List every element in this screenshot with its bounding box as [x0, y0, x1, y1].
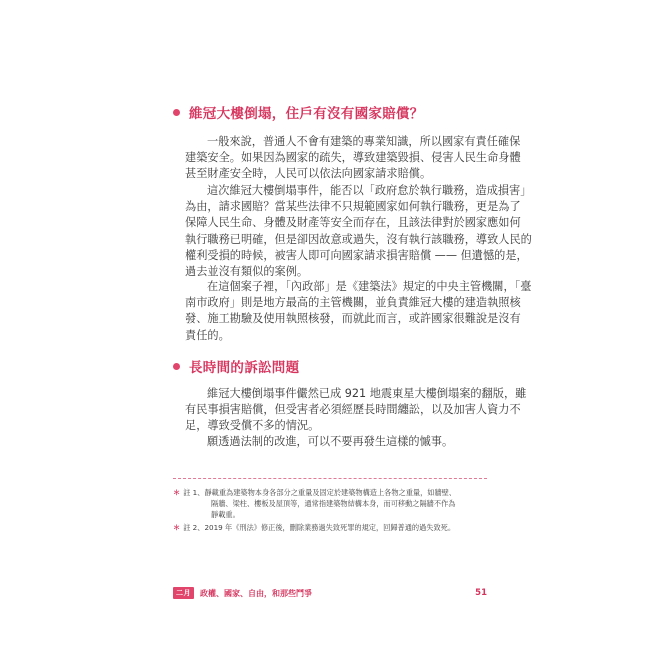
section2-paragraph-1: [185, 386, 527, 435]
text-line: 發、施工勘驗及使用執照核發，而就此而言，或許國家很難說是沒有: [185, 312, 521, 326]
section2-paragraph-2: [185, 434, 490, 450]
footnote-text: 靜載重。: [211, 510, 240, 519]
section-heading-1-text: 維冠大樓倒塌，住戶有沒有國家賠償？: [189, 106, 424, 122]
text-line: 責任的。: [185, 328, 230, 342]
section-heading-1: [173, 102, 424, 122]
text-line: 維冠大樓倒塌事件儼然已成 921 地震東星大樓倒塌案的翻版，雖: [207, 387, 527, 400]
text-line: 執行職務已明確，但是卻因故意或過失，沒有執行該職務，導致人民的: [185, 232, 532, 246]
section1-paragraph-3: [185, 279, 532, 344]
text-line: 為由，請求國賠？當某些法律不只規範國家如何執行職務，更是為了: [185, 200, 521, 214]
footnote-text: 、靜載重為建築物本身各部分之重量及固定於建築物構造上各物之重量，如牆壁、: [197, 488, 457, 497]
section1-paragraph-1: [185, 134, 521, 183]
text-line: 願透過法制的改進，可以不要再發生這樣的慽事。: [207, 435, 454, 448]
section1-paragraph-2: [185, 183, 532, 280]
text-line: 這次維冠大樓倒塌事件，能否以「政府怠於執行職務，造成損害」: [207, 184, 532, 197]
text-line: 足，導致受償不多的情況。: [185, 419, 320, 433]
footnote-divider: [173, 478, 487, 479]
chapter-badge: 二月: [173, 587, 194, 599]
running-title: 政權、國家、自由，和那些鬥爭: [200, 588, 312, 598]
footnote-1: [173, 487, 493, 520]
page-number: 51: [475, 588, 487, 598]
page-footer: [173, 587, 487, 599]
text-line: 權利受損的時候，被害人即可向國家請求損害賠償 —— 但遺憾的是，: [185, 248, 528, 262]
footnote-text: 、2019 年《刑法》修正後，刪除業務過失致死罪的規定，回歸普通的過失致死。: [197, 523, 456, 532]
text-line: 南市政府」則是地方最高的主管機關，並負責維冠大樓的建造執照核: [185, 296, 521, 310]
bullet-dot-icon: [173, 363, 180, 370]
text-line: 過去並沒有類似的案例。: [185, 264, 309, 278]
asterisk-icon: ＊: [173, 523, 181, 532]
bullet-dot-icon: [173, 109, 180, 116]
footnote-2: [173, 522, 493, 533]
footnote-label: 註 1: [183, 488, 198, 497]
footnote-label: 註 2: [183, 523, 198, 532]
text-line: 建築安全。如果因為國家的疏失，導致建築毀損、侵害人民生命身體: [185, 151, 521, 165]
text-line: 甚至財產安全時，人民可以依法向國家請求賠償。: [185, 167, 432, 181]
text-line: 保障人民生命、身體及財產等安全而存在，且該法律對於國家應如何: [185, 216, 521, 230]
footnote-text: 隔牆、梁柱、樓板及屋頂等，通常指建築物結構本身，而可移動之隔牆不作為: [211, 499, 456, 508]
section-heading-2: [173, 356, 299, 376]
text-line: 在這個案子裡，「內政部」是《建築法》規定的中央主管機關，「臺: [207, 280, 532, 293]
section-heading-2-text: 長時間的訴訟問題: [189, 360, 300, 376]
asterisk-icon: ＊: [173, 488, 181, 497]
text-line: 有民事損害賠償，但受害者必須經歷長時間纏訟，以及加害人資力不: [185, 403, 521, 417]
text-line: 一般來說，普通人不會有建築的專業知識，所以國家有責任確保: [207, 135, 521, 148]
